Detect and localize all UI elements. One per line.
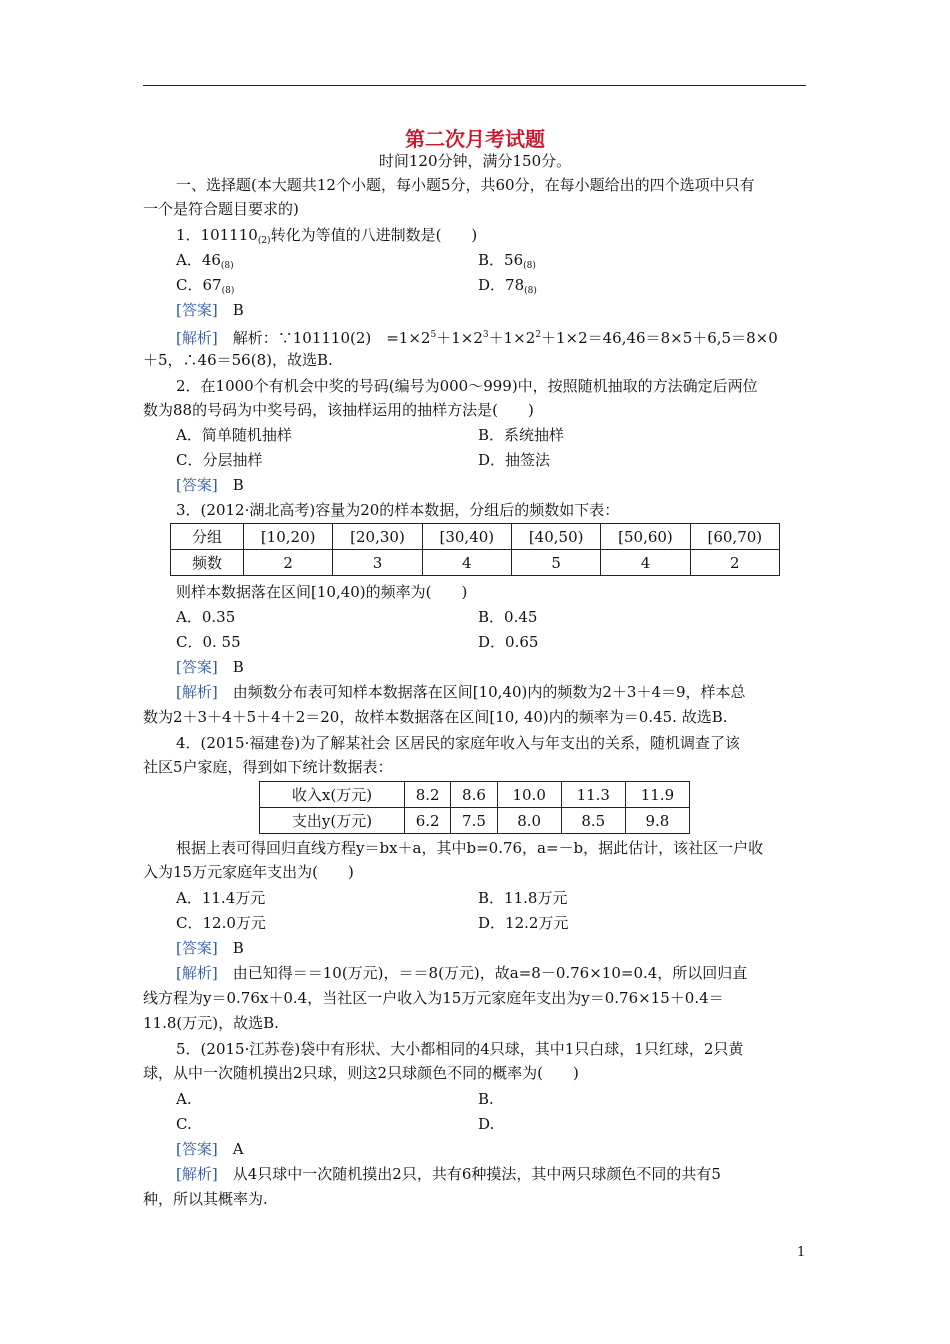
q5-option-b: B.: [478, 1090, 494, 1108]
q1-option-a: A．$46_{(8)}$: [176, 251, 234, 271]
exam-subtitle: 时间120分钟，满分150分。: [378, 152, 572, 170]
table-cell: 11.3: [561, 782, 625, 808]
q3-analysis-line2: 数为2＋3＋4＋5＋4＋2＝20，故样本数据落在区间[10, 40)内的频率为＝0.45. 故选B.: [143, 708, 728, 726]
analysis-label: [解析]: [176, 329, 218, 347]
q4-stem-line4: 入为15万元家庭年支出为( ): [143, 863, 354, 881]
table-cell: 2: [244, 550, 333, 576]
q1-option-c: C．$67_{(8)}$: [176, 276, 235, 296]
q2-option-c: C．分层抽样: [176, 451, 263, 469]
table-cell: [20,30): [333, 524, 422, 550]
q3-option-a: A．0.35: [176, 608, 236, 626]
q5-answer: [答案] A: [176, 1140, 244, 1158]
q3-answer: [答案] B: [176, 658, 244, 676]
q3-option-c: C．0. 55: [176, 633, 241, 651]
q4-stem-line3: 根据上表可得回归直线方程y＝bx＋a，其中b=0.76，a=－b，据此估计，该社区一户收: [176, 839, 764, 857]
page-number: 1: [797, 1245, 806, 1260]
q5-analysis-line2: 种，所以其概率为.: [143, 1190, 268, 1208]
q1-stem: 1．$101110_{(2)}$转化为等值的八进制数是( ): [176, 226, 478, 246]
table-cell: 9.8: [625, 808, 689, 834]
q5-option-c: C.: [176, 1115, 192, 1133]
analysis-label: [解析]: [176, 683, 218, 701]
analysis-label: [解析]: [176, 1165, 218, 1183]
header-rule: [143, 85, 806, 86]
q2-answer: [答案] B: [176, 476, 244, 494]
table-row: [171, 550, 780, 576]
answer-label: [答案]: [176, 1140, 218, 1158]
q2-stem-line2: 数为88的号码为中奖号码，该抽样运用的抽样方法是( ): [143, 401, 534, 419]
q4-data-table: [259, 781, 690, 834]
table-cell: 8.5: [561, 808, 625, 834]
table-cell: 分组: [171, 524, 244, 550]
q2-option-a: A．简单随机抽样: [176, 426, 292, 444]
table-cell: 8.2: [405, 782, 451, 808]
q1-option-d: D．$78_{(8)}$: [478, 276, 537, 296]
table-cell: [60,70): [690, 524, 779, 550]
q5-stem-line1: 5．(2015·江苏卷)袋中有形状、大小都相同的4只球，其中1只白球，1只红球，2只黄: [176, 1040, 744, 1058]
table-cell: 6.2: [405, 808, 451, 834]
table-cell: 7.5: [451, 808, 497, 834]
table-cell: 频数: [171, 550, 244, 576]
table-cell: [10,20): [244, 524, 333, 550]
exam-title: 第二次月考试题: [405, 127, 545, 151]
table-cell: 2: [690, 550, 779, 576]
q3-analysis-line1: [解析] 由频数分布表可知样本数据落在区间[10,40)内的频数为2＋3＋4＝9，样本总: [176, 683, 746, 701]
q2-stem-line1: 2．在1000个有机会中奖的号码(编号为000～999)中，按照随机抽取的方法确定后两位: [176, 377, 758, 395]
table-cell: 8.6: [451, 782, 497, 808]
q3-stem-line1: 3．(2012·湖北高考)容量为20的样本数据，分组后的频数如下表：: [176, 501, 620, 519]
table-cell: 支出y(万元): [260, 808, 405, 834]
q4-option-a: A．11.4万元: [176, 889, 266, 907]
q5-analysis-line1: [解析] 从4只球中一次随机摸出2只，共有6种摸法，其中两只球颜色不同的共有5: [176, 1165, 721, 1183]
q4-stem-line2: 社区5户家庭，得到如下统计数据表：: [143, 758, 393, 776]
analysis-label: [解析]: [176, 964, 218, 982]
section-intro-line1: 一、选择题(本大题共12个小题，每小题5分，共60分，在每小题给出的四个选项中只有: [176, 176, 755, 194]
q3-stem-line2: 则样本数据落在区间[10,40)的频率为( ): [176, 583, 468, 601]
table-cell: 5: [511, 550, 600, 576]
q4-analysis-line1: [解析] 由已知得＝＝10(万元)，＝＝8(万元)，故a=8－0.76×10=0.4，所以回归直: [176, 964, 748, 982]
q4-stem-line1: 4．(2015·福建卷)为了解某社会 区居民的家庭年收入与年支出的关系，随机调查了该: [176, 734, 740, 752]
q5-stem-line2: 球，从中一次随机摸出2只球，则这2只球颜色不同的概率为( ): [143, 1064, 579, 1082]
table-cell: [40,50): [511, 524, 600, 550]
answer-label: [答案]: [176, 658, 218, 676]
table-cell: [50,60): [601, 524, 690, 550]
table-cell: 8.0: [497, 808, 561, 834]
answer-label: [答案]: [176, 939, 218, 957]
q3-option-b: B．0.45: [478, 608, 538, 626]
q2-option-d: D．抽签法: [478, 451, 551, 469]
q1-answer: [答案] B: [176, 301, 244, 319]
q4-analysis-line3: 11.8(万元)，故选B.: [143, 1014, 279, 1032]
q4-option-b: B．11.8万元: [478, 889, 568, 907]
table-row: [260, 808, 690, 834]
q4-answer: [答案] B: [176, 939, 244, 957]
table-row: [171, 524, 780, 550]
q4-option-c: C．12.0万元: [176, 914, 266, 932]
table-cell: [30,40): [422, 524, 511, 550]
q2-option-b: B．系统抽样: [478, 426, 565, 444]
table-cell: 4: [601, 550, 690, 576]
q1-option-b: B．$56_{(8)}$: [478, 251, 536, 271]
q5-option-d: D.: [478, 1115, 495, 1133]
q5-option-a: A.: [176, 1090, 192, 1108]
table-cell: 10.0: [497, 782, 561, 808]
table-row: [260, 782, 690, 808]
q4-option-d: D．12.2万元: [478, 914, 569, 932]
section-intro-line2: 一个是符合题目要求的): [143, 200, 299, 218]
q4-analysis-line2: 线方程为y＝0.76x＋0.4，当社区一户收入为15万元家庭年支出为y＝0.76×15＋0.4＝: [143, 989, 724, 1007]
table-cell: 11.9: [625, 782, 689, 808]
table-cell: 收入x(万元): [260, 782, 405, 808]
answer-label: [答案]: [176, 301, 218, 319]
table-cell: 3: [333, 550, 422, 576]
q3-frequency-table: [170, 523, 780, 576]
answer-label: [答案]: [176, 476, 218, 494]
q1-analysis-line2: ＋5，∴46＝56(8)，故选B.: [143, 351, 333, 369]
table-cell: 4: [422, 550, 511, 576]
q3-option-d: D．0.65: [478, 633, 539, 651]
q1-analysis-line1: [解析] 解析：∵101110(2) $=1\times 2^5+1\times 2^3+1\times 2^2+1\times 2=46,46=8\times 5+6,5=8\times 0$: [176, 329, 778, 347]
